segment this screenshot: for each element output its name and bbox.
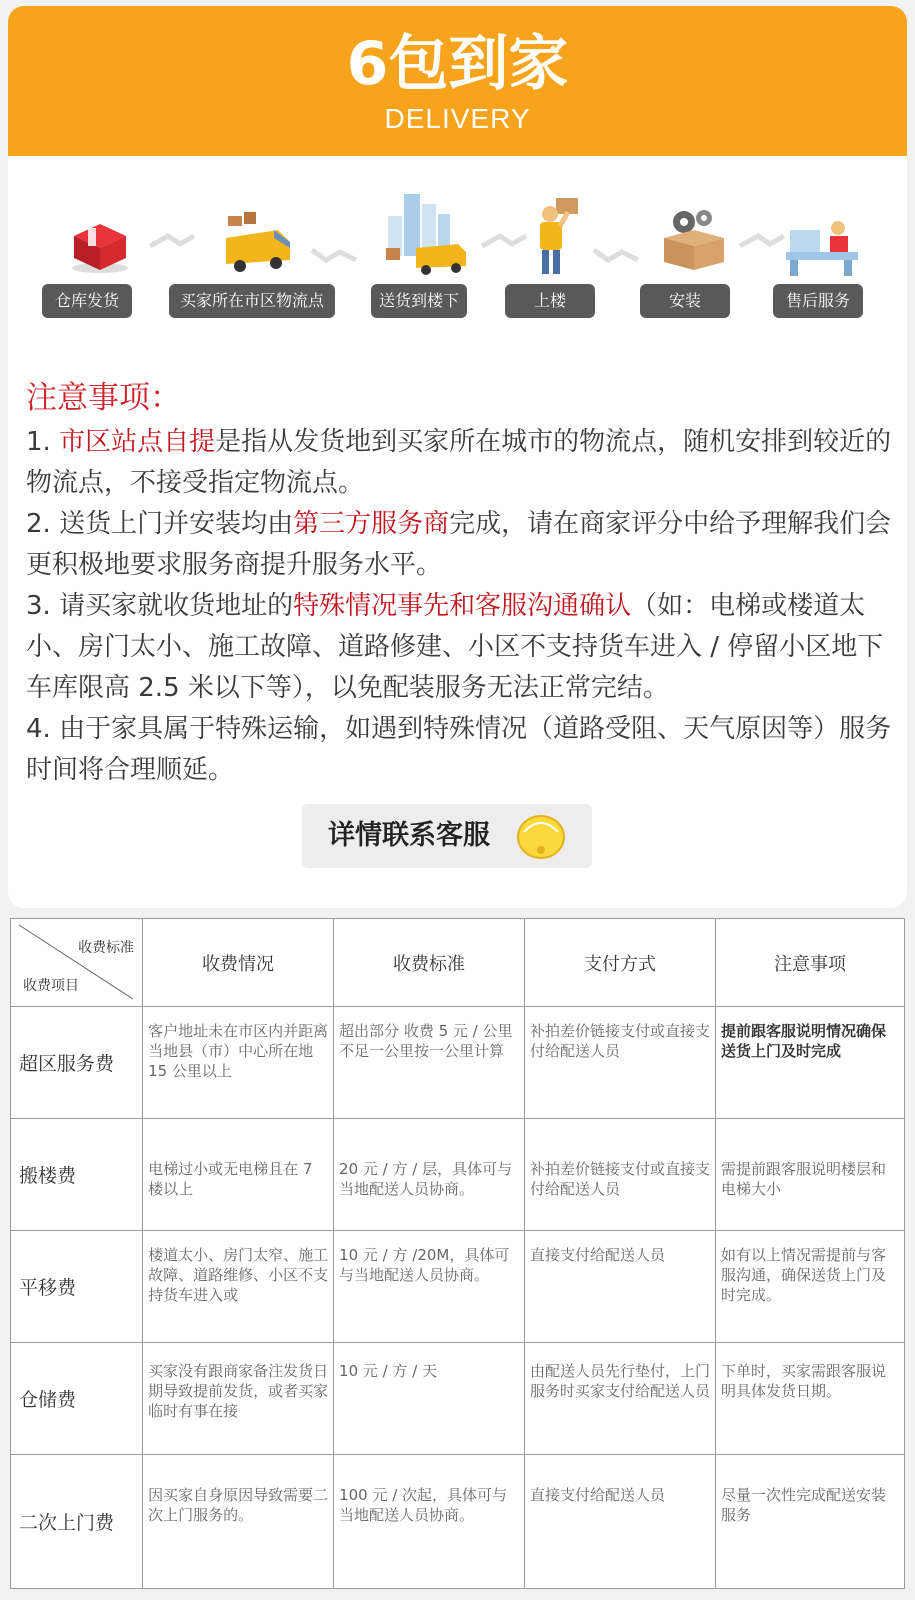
warehouse-box-icon [60, 206, 140, 276]
table-cell: 10 元 / 方 /20M，具体可与当地配送人员协商。 [334, 1231, 525, 1343]
row-name: 仓储费 [11, 1343, 143, 1455]
delivery-truck-icon [218, 208, 298, 278]
step-after-sales: 售后服务 [773, 284, 863, 318]
contact-service-button[interactable] [302, 804, 592, 868]
table-cell: 20 元 / 方 / 层，具体可与当地配送人员协商。 [334, 1119, 525, 1231]
note-item-1 [26, 422, 896, 504]
table-cell: 如有以上情况需提前与客服沟通，确保送货上门及时完成。 [716, 1231, 905, 1343]
column-header: 收费标准 [334, 919, 525, 1007]
step-install: 安装 [640, 284, 730, 318]
table-row [11, 1455, 905, 1589]
table-cell: 电梯过小或无电梯且在 7 楼以上 [143, 1119, 334, 1231]
bell-icon [514, 810, 568, 862]
table-corner-cell [11, 919, 143, 1007]
table-cell: 由配送人员先行垫付，上门服务时买家支付给配送人员 [525, 1343, 716, 1455]
column-header: 支付方式 [525, 919, 716, 1007]
arrow-right-icon [480, 228, 530, 254]
row-name: 搬楼费 [11, 1119, 143, 1231]
table-cell: 买家没有跟商家备注发货日期导致提前发货，或者买家临时有事在接 [143, 1343, 334, 1455]
table-row [11, 1119, 905, 1231]
arrow-right-icon [148, 228, 198, 254]
table-row [11, 1231, 905, 1343]
note-text: 3. 请买家就收货地址的 [26, 591, 294, 621]
service-desk-icon [782, 210, 862, 280]
table-cell: 尽量一次性完成配送安装服务 [716, 1455, 905, 1589]
table-cell: 直接支付给配送人员 [525, 1231, 716, 1343]
table-header-row [11, 919, 905, 1007]
note-item-4 [26, 709, 896, 791]
note-highlight: 市区站点自提 [59, 427, 216, 457]
table-cell: 直接支付给配送人员 [525, 1455, 716, 1589]
fees-table [10, 918, 905, 1589]
step-deliver-downstairs: 送货到楼下 [371, 284, 467, 318]
table-cell: 补拍差价链接支付或直接支付给配送人员 [525, 1007, 716, 1119]
delivery-card [8, 6, 907, 908]
arrow-right-icon [310, 242, 360, 268]
step-city-logistics-point: 买家所在市区物流点 [169, 284, 335, 318]
table-cell: 提前跟客服说明情况确保送货上门及时完成 [716, 1007, 905, 1119]
step-upstairs: 上楼 [505, 284, 595, 318]
table-cell: 100 元 / 次起，具体可与当地配送人员协商。 [334, 1455, 525, 1589]
row-name: 超区服务费 [11, 1007, 143, 1119]
table-row [11, 1007, 905, 1119]
corner-top-label: 收费标准 [78, 940, 135, 956]
arrow-right-icon [738, 228, 788, 254]
note-text: 完成，请在商家评分中给予理解我们会更积极地要求服务商提升服务水平。 [26, 509, 892, 580]
delivery-banner [8, 6, 907, 156]
note-highlight: 特殊情况事先和客服沟通确认 [293, 591, 632, 621]
step-warehouse-shipping: 仓库发货 [42, 284, 132, 318]
gear-box-icon [654, 204, 734, 274]
table-cell: 客户地址未在市区内并距离当地县（市）中心所在地 15 公里以上 [143, 1007, 334, 1119]
table-row [11, 1343, 905, 1455]
notes-title: 注意事项： [26, 380, 181, 416]
table-cell: 补拍差价链接支付或直接支付给配送人员 [525, 1119, 716, 1231]
note-highlight: 第三方服务商 [293, 509, 450, 539]
note-text: 是指从发货地到买家所在城市的物流点，随机安排到较近的物流点，不接受指定物流点。 [26, 427, 892, 498]
row-name: 平移费 [11, 1231, 143, 1343]
table-cell: 下单时，买家需跟客服说明具体发货日期。 [716, 1343, 905, 1455]
banner-subtitle: DELIVERY [384, 103, 531, 134]
note-item-3 [26, 586, 896, 709]
table-cell: 超出部分 收费 5 元 / 公里 不足一公里按一公里计算 [334, 1007, 525, 1119]
table-cell: 因买家自身原因导致需要二次上门服务的。 [143, 1455, 334, 1589]
contact-service-label: 详情联系客服 [328, 820, 490, 851]
note-text: （如：电梯或楼道太小、房门太小、施工故障、道路修建、小区不支持货车进入 / 停留小区地下车库限高 2.5 米以下等），以免配装服务无法正常完结。 [26, 591, 884, 703]
row-name: 二次上门费 [11, 1455, 143, 1589]
note-text: 2. 送货上门并安装均由 [26, 509, 294, 539]
banner-title: 6包到家 [346, 29, 569, 99]
note-text: 4. 由于家具属于特殊运输，如遇到特殊情况（道路受阻、天气原因等）服务时间将合理顺延。 [26, 714, 892, 785]
table-cell: 需提前跟客服说明楼层和电梯大小 [716, 1119, 905, 1231]
table-cell: 楼道太小、房门太窄、施工故障、道路维修、小区不支持货车进入或 [143, 1231, 334, 1343]
column-header: 收费情况 [143, 919, 334, 1007]
table-cell: 10 元 / 方 / 天 [334, 1343, 525, 1455]
column-header: 注意事项 [716, 919, 905, 1007]
corner-bottom-label: 收费项目 [23, 978, 79, 994]
courier-carrying-icon [526, 192, 596, 278]
arrow-right-icon [592, 242, 642, 268]
note-text: 1. [26, 427, 60, 457]
building-truck-icon [380, 186, 470, 276]
note-item-2 [26, 504, 896, 586]
